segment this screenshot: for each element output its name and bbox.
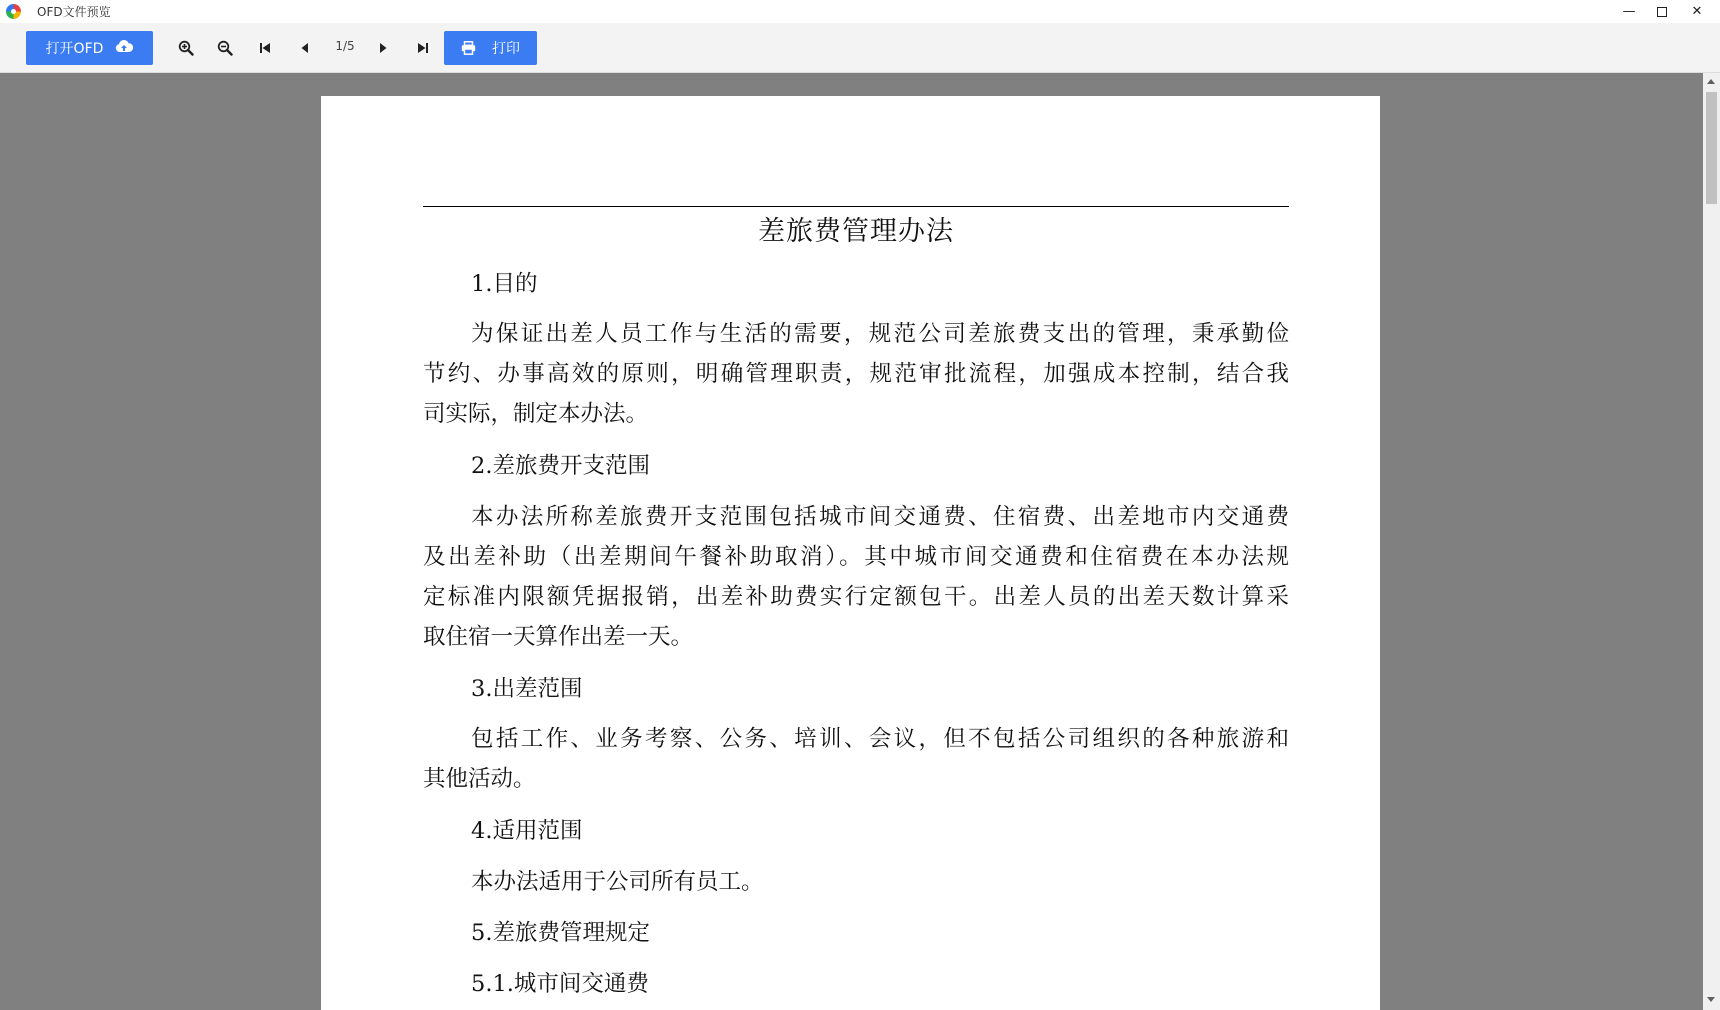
maximize-button[interactable]	[1647, 0, 1677, 23]
print-button[interactable]	[444, 31, 537, 65]
window-titlebar	[0, 0, 1720, 23]
first-page-button[interactable]	[253, 36, 277, 60]
zoom-out-button[interactable]	[213, 36, 237, 60]
open-ofd-button[interactable]	[26, 31, 153, 65]
section-heading: 5.1.城市间交通费	[471, 971, 649, 997]
section-body	[423, 719, 1289, 799]
printer-icon	[461, 41, 476, 55]
first-page-icon	[259, 42, 271, 54]
body-line: 定标准内限额凭据报销，出差补助费实行定额包干。出差人员的出差天数计算采	[423, 584, 1289, 610]
body-line: 本办法适用于公司所有员工。	[471, 869, 764, 895]
section-heading: 3.出差范围	[471, 676, 583, 702]
section-heading: 1.目的	[471, 271, 538, 297]
app-logo-icon	[6, 4, 21, 19]
prev-page-button[interactable]	[293, 36, 317, 60]
document-viewer[interactable]	[0, 73, 1703, 1010]
body-line: 节约、办事高效的原则，明确管理职责，规范审批流程，加强成本控制，结合我	[423, 361, 1289, 387]
body-line: 及出差补助（出差期间午餐补助取消）。其中城市间交通费和住宿费在本办法规	[423, 544, 1289, 570]
toolbar	[0, 23, 1720, 73]
section-heading: 4.适用范围	[471, 818, 583, 844]
last-page-button[interactable]	[411, 36, 435, 60]
page-indicator: 1/5	[335, 39, 355, 53]
scroll-up-icon[interactable]	[1707, 79, 1715, 84]
scroll-down-icon[interactable]	[1707, 997, 1715, 1002]
body-line: 为保证出差人员工作与生活的需要，规范公司差旅费支出的管理，秉承勤俭	[471, 321, 1289, 347]
header-rule	[423, 206, 1289, 207]
section-body	[423, 497, 1289, 657]
body-line: 取住宿一天算作出差一天。	[423, 624, 694, 650]
print-label: 打印	[492, 41, 520, 57]
last-page-icon	[417, 42, 429, 54]
next-page-button[interactable]	[371, 36, 395, 60]
section-body	[423, 314, 1289, 434]
zoom-in-button[interactable]	[174, 36, 198, 60]
scroll-thumb[interactable]	[1706, 92, 1717, 204]
prev-page-icon	[300, 42, 310, 54]
section-heading: 2.差旅费开支范围	[471, 453, 650, 479]
body-line: 司实际，制定本办法。	[423, 401, 649, 427]
zoom-out-icon	[217, 40, 233, 56]
zoom-in-icon	[178, 40, 194, 56]
close-button[interactable]: ✕	[1691, 4, 1703, 19]
open-ofd-label: 打开OFD	[45, 41, 104, 57]
section-body	[423, 862, 1289, 902]
body-line: 包括工作、业务考察、公务、培训、会议，但不包括公司组织的各种旅游和	[471, 726, 1289, 752]
cloud-upload-icon	[115, 39, 133, 57]
window-title: OFD文件预览	[37, 5, 111, 19]
document-title: 差旅费管理办法	[758, 216, 954, 247]
section-heading: 5.差旅费管理规定	[471, 920, 650, 946]
next-page-icon	[378, 42, 388, 54]
body-line: 本办法所称差旅费开支范围包括城市间交通费、住宿费、出差地市内交通费	[471, 504, 1289, 530]
vertical-scrollbar[interactable]	[1703, 73, 1720, 1010]
maximize-icon	[1657, 7, 1667, 17]
minimize-button[interactable]: —	[1622, 4, 1636, 19]
document-page	[321, 96, 1380, 1010]
body-line: 其他活动。	[423, 766, 536, 792]
